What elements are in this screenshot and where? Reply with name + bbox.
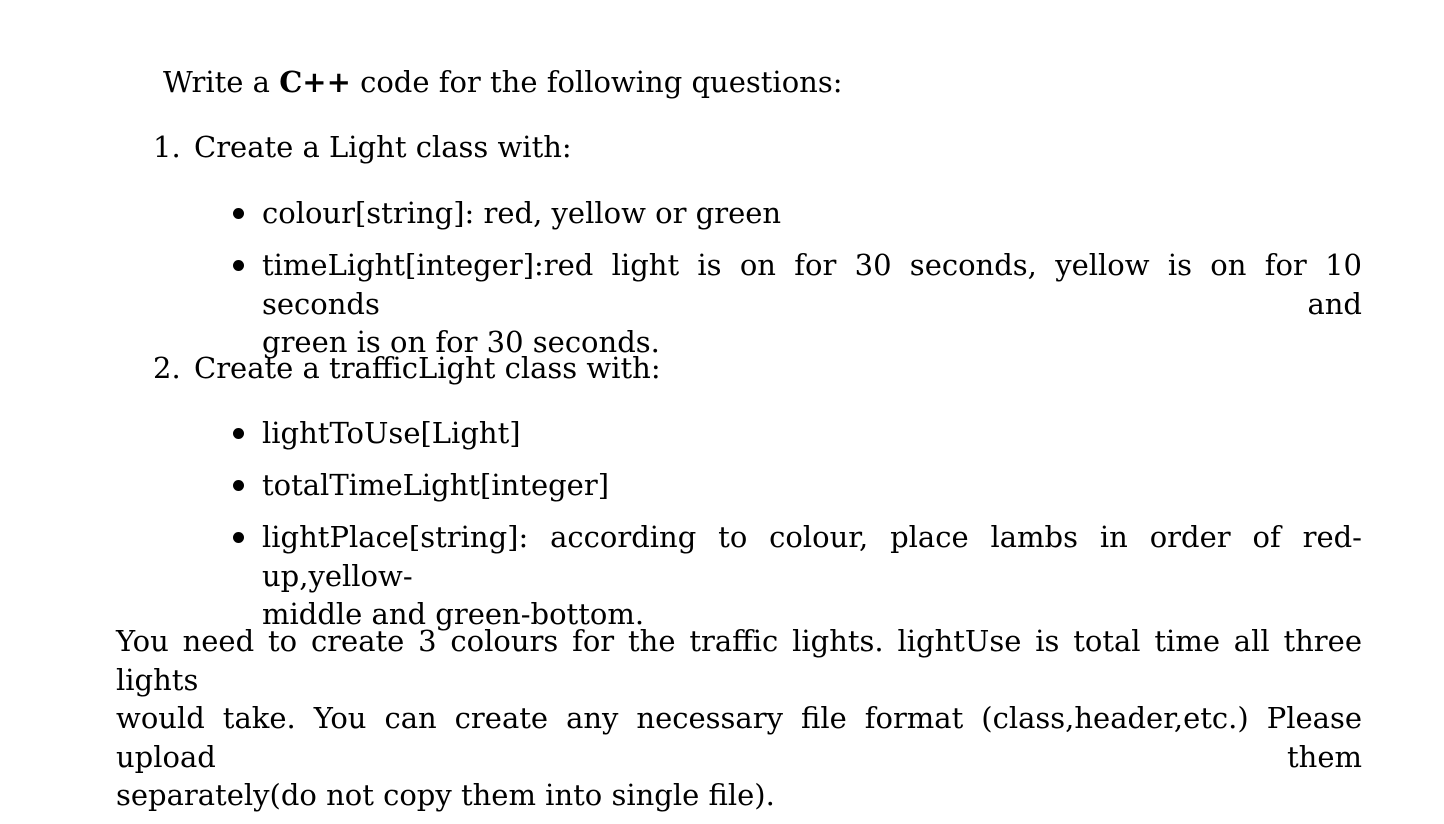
question-1-text: Create a Light class with: bbox=[194, 130, 572, 164]
q2-bullet-3-line-2: middle and green-bottom. bbox=[262, 597, 645, 631]
bullet-icon bbox=[233, 260, 244, 271]
question-2-text: Create a trafficLight class with: bbox=[194, 351, 661, 385]
bullet-icon bbox=[233, 428, 244, 439]
intro-suffix: code for the following questions: bbox=[350, 65, 843, 99]
q2-bullet-3 bbox=[262, 518, 1362, 634]
q2-bullet-1-line-1: lightToUse[Light] bbox=[262, 416, 521, 450]
q1-bullet-2 bbox=[262, 246, 1362, 362]
q1-bullet-2-line-1: timeLight[integer]:red light is on for 30 seconds, yellow is on for 10 seconds and bbox=[262, 248, 1362, 321]
intro-language: C++ bbox=[279, 65, 351, 99]
closing-line-3: separately(do not copy them into single file). bbox=[116, 778, 775, 812]
closing-paragraph bbox=[116, 622, 1362, 815]
closing-line-2: would take. You can create any necessary file format (class,header,etc.) Please upload them bbox=[116, 701, 1362, 774]
question-1-number: 1. bbox=[153, 130, 181, 164]
intro-line bbox=[163, 63, 843, 101]
q2-bullet-3-line-1: lightPlace[string]: according to colour, place lambs in order of red-up,yellow- bbox=[262, 520, 1362, 593]
bullet-icon bbox=[233, 208, 244, 219]
q1-bullet-1-line-1: colour[string]: red, yellow or green bbox=[262, 196, 782, 230]
question-2-number: 2. bbox=[153, 351, 181, 385]
intro-prefix: Write a bbox=[163, 65, 280, 99]
q2-bullet-2-line-1: totalTimeLight[integer] bbox=[262, 468, 610, 502]
bullet-icon bbox=[233, 532, 244, 543]
bullet-icon bbox=[233, 480, 244, 491]
q1-bullet-2-line-2: green is on for 30 seconds. bbox=[262, 325, 660, 359]
closing-line-1: You need to create 3 colours for the traffic lights. lightUse is total time all three lights bbox=[116, 624, 1362, 697]
